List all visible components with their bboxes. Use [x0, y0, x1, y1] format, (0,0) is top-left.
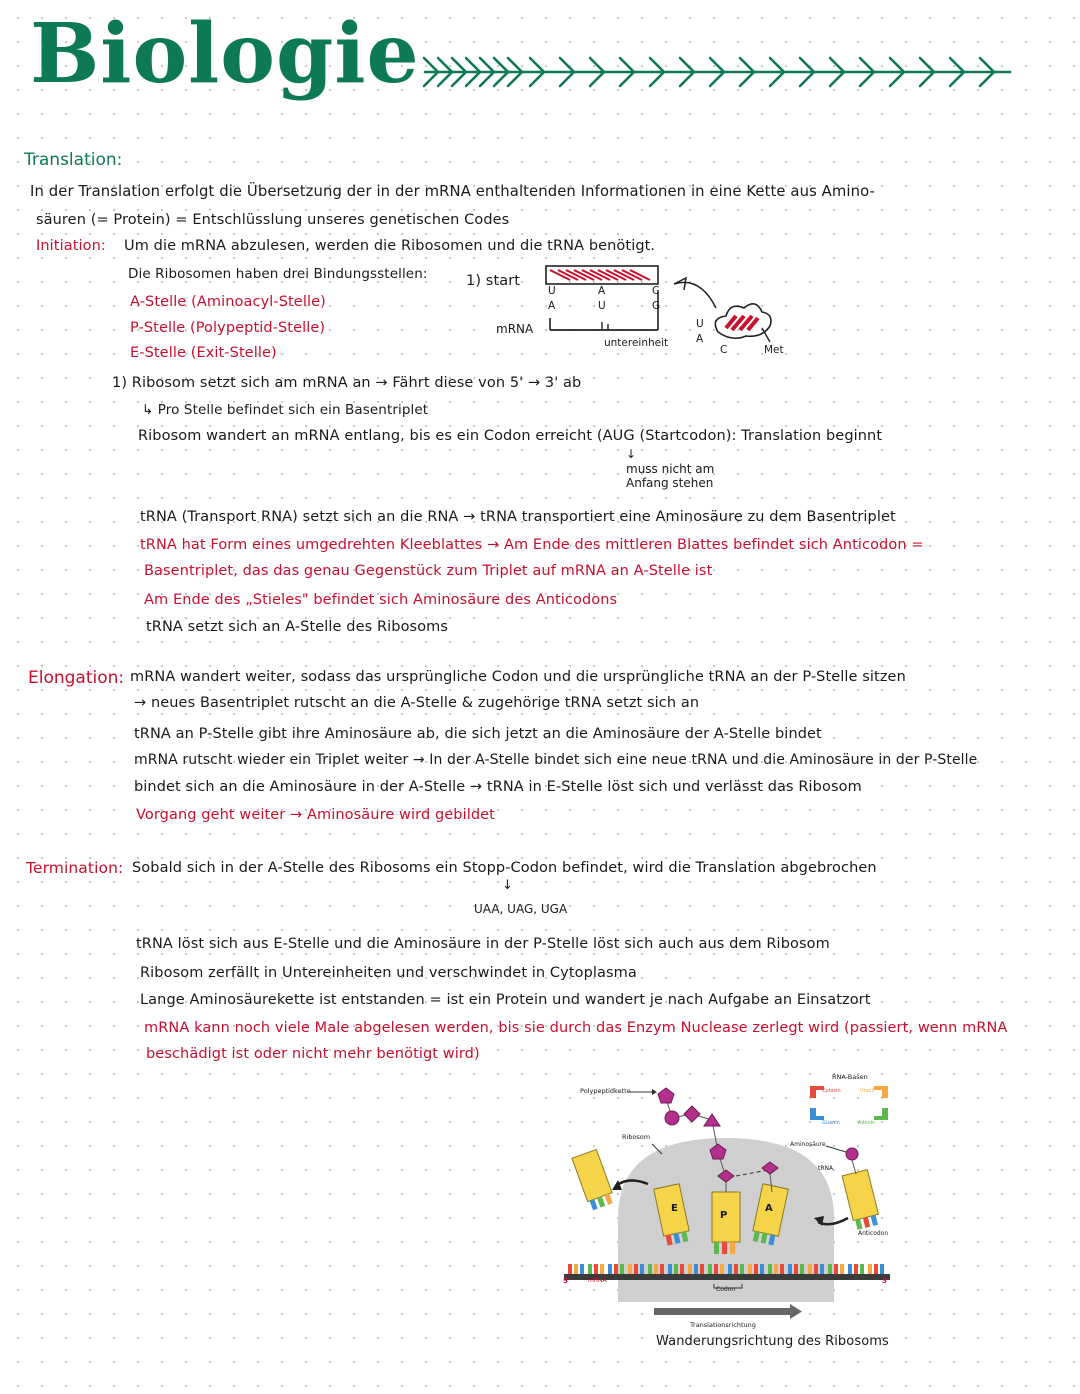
diagram-mrna-label: mRNA	[588, 1277, 607, 1284]
stop-codon-arrow: ↓	[502, 878, 513, 893]
initiation-step1-sub: ↳ Pro Stelle befindet sich ein Basentriplet	[142, 402, 429, 418]
diagram-amino-acid-label: Aminosäure	[790, 1141, 826, 1148]
initiation-line2: Die Ribosomen haben drei Bindungsstellen:	[128, 266, 428, 282]
sketch-bottom-base-1: A	[548, 300, 556, 312]
termination-label: Termination:	[26, 859, 124, 877]
initiation-step1-line3: Ribosom wandert an mRNA entlang, bis es ein Codon erreicht (AUG (Startcodon): Translation beginnt	[138, 428, 883, 444]
decorative-arrow	[420, 52, 1020, 92]
diagram-trna-label: tRNA	[818, 1165, 834, 1172]
diagram-polypeptide-label: Polypeptidkette	[580, 1087, 631, 1095]
diagram-legend-title: RNA-Basen	[832, 1073, 868, 1081]
note-line2: Anfang stehen	[626, 476, 714, 490]
sketch-trna-base-1: U	[696, 318, 704, 330]
translation-intro-line2: säuren (= Protein) = Entschlüsslung unseres genetischen Codes	[36, 212, 510, 228]
translation-intro-line1: In der Translation erfolgt die Übersetzung der in der mRNA enthaltenden Informationen in eine Kette aus Amino-	[30, 183, 875, 200]
trna-leaving	[572, 1149, 616, 1211]
trna-line1: tRNA (Transport RNA) setzt sich an die RNA → tRNA transportiert eine Aminosäure zu dem Basentriplet	[140, 509, 896, 525]
elongation-line5: bindet sich an die Aminosäure in der A-Stelle → tRNA in E-Stelle löst sich und verlässt das Ribosom	[134, 779, 862, 795]
sketch-subunit-label: untereinheit	[604, 337, 669, 349]
diagram-anticodon-label: Anticodon	[858, 1230, 889, 1237]
site-e-label: E	[671, 1203, 678, 1214]
site-a: A-Stelle (Aminoacyl-Stelle)	[130, 294, 326, 310]
sketch-met-label: Met	[764, 344, 784, 356]
mrna-strand	[564, 1274, 890, 1280]
trna-line3: Basentriplet, das das genau Gegenstück zum Triplet auf mRNA an A-Stelle ist	[144, 563, 713, 579]
termination-line6: beschädigt ist oder nicht mehr benötigt wird)	[146, 1046, 480, 1062]
site-e: E-Stelle (Exit-Stelle)	[130, 345, 277, 361]
initiation-line1: Um die mRNA abzulesen, werden die Ribosomen und die tRNA benötigt.	[124, 238, 656, 254]
direction-arrow	[654, 1308, 790, 1315]
trna-line4: Am Ende des „Stieles" befindet sich Aminosäure des Anticodons	[144, 592, 618, 608]
sketch-bottom-base-3: G	[652, 300, 661, 312]
diagram-codon-label: Codon	[716, 1286, 736, 1293]
translation-heading: Translation:	[24, 150, 123, 170]
diagram-ribosome-label: Ribosom	[622, 1133, 651, 1141]
sketch-start-label: 1) start	[466, 273, 521, 289]
sketch-top-base-3: C	[652, 285, 660, 297]
termination-line4: Lange Aminosäurekette ist entstanden = ist ein Protein und wandert je nach Aufgabe an Einsatzort	[140, 992, 871, 1008]
diagram-caption: Wanderungsrichtung des Ribosoms	[656, 1334, 889, 1349]
sketch-top-base-2: A	[598, 285, 606, 297]
legend-uracil: Uracil	[860, 1088, 875, 1094]
elongation-line6: Vorgang geht weiter → Aminosäure wird gebildet	[136, 807, 495, 823]
trna-line2: tRNA hat Form eines umgedrehten Kleeblattes → Am Ende des mittleren Blattes befindet sich Anticodon =	[140, 537, 924, 553]
note-arrow: ↓	[626, 447, 637, 461]
elongation-label: Elongation:	[28, 668, 125, 688]
trna-incoming	[842, 1170, 881, 1231]
legend-cytosin: Cytosin	[822, 1088, 841, 1094]
legend-guanin: Guanin	[822, 1120, 840, 1126]
initiation-label: Initiation:	[36, 238, 106, 254]
sketch-bottom-base-2: U	[598, 300, 606, 312]
site-p-label: P	[720, 1210, 728, 1221]
site-p: P-Stelle (Polypeptid-Stelle)	[130, 320, 326, 336]
termination-line2: tRNA löst sich aus E-Stelle und die Aminosäure in der P-Stelle löst sich auch aus dem Ribosom	[136, 936, 830, 952]
page-title: Biologie	[30, 6, 420, 102]
elongation-line1: mRNA wandert weiter, sodass das ursprüngliche Codon und die ursprüngliche tRNA an der P-Stelle sitzen	[130, 669, 906, 685]
diagram-direction-label: Translationsrichtung	[690, 1321, 756, 1329]
trna-line5: tRNA setzt sich an A-Stelle des Ribosoms	[146, 619, 449, 635]
note-line1: muss nicht am	[626, 462, 715, 476]
site-a-label: A	[765, 1203, 773, 1214]
elongation-line4: mRNA rutscht wieder ein Triplet weiter → In der A-Stelle bindet sich eine neue tRNA und die Aminosäure in der P-Stelle	[134, 752, 978, 768]
termination-line1: Sobald sich in der A-Stelle des Ribosoms ein Stopp-Codon befindet, wird die Translation abgebrochen	[132, 860, 877, 876]
sketch-trna-base-3: C	[720, 344, 728, 356]
termination-line3: Ribosom zerfällt in Untereinheiten und verschwindet in Cytoplasma	[140, 965, 637, 981]
stop-codons: UAA, UAG, UGA	[474, 902, 568, 916]
translation-diagram	[556, 1068, 896, 1340]
legend-adenin: Adenin	[858, 1120, 876, 1126]
three-prime-label: 3'	[882, 1277, 890, 1285]
sketch-top-base-1: U	[548, 285, 556, 297]
five-prime-label: 5'	[563, 1277, 571, 1285]
sketch-trna-base-2: A	[696, 333, 704, 345]
elongation-line3: tRNA an P-Stelle gibt ihre Aminosäure ab, die sich jetzt an die Aminosäure der A-Stelle bindet	[134, 726, 822, 742]
termination-line5: mRNA kann noch viele Male abgelesen werden, bis sie durch das Enzym Nuclease zerlegt wird (passiert, wenn mRNA	[144, 1020, 1008, 1036]
sketch-mrna-label: mRNA	[496, 322, 534, 336]
elongation-line2: → neues Basentriplet rutscht an die A-Stelle & zugehörige tRNA setzt sich an	[134, 695, 700, 711]
initiation-step1: 1) Ribosom setzt sich am mRNA an → Fährt diese von 5' → 3' ab	[112, 375, 582, 391]
